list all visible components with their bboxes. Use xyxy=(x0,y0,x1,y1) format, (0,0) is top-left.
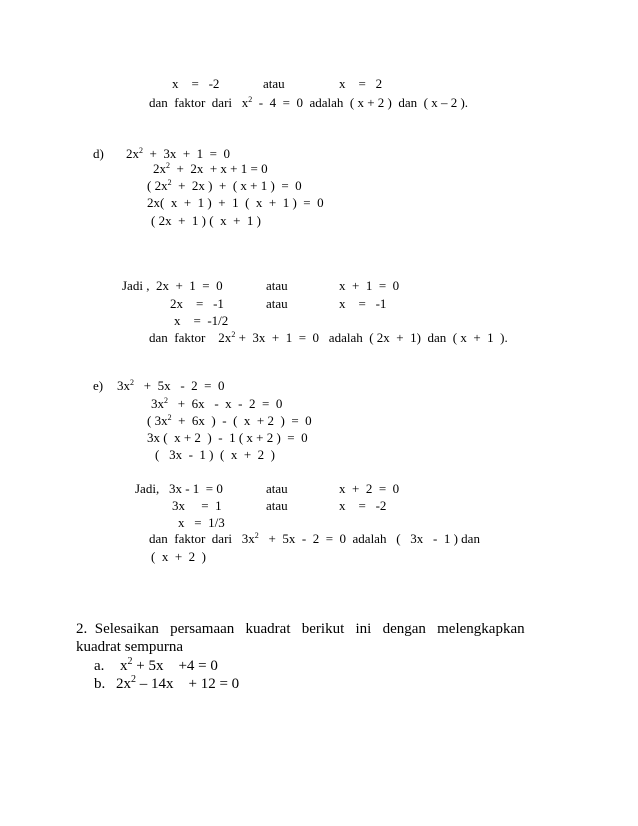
part-e-solution1-right: x + 2 = 0 xyxy=(339,481,400,496)
part-d-solution2-left: 2x = -1 xyxy=(170,296,224,311)
part-d-solution1-right: x + 1 = 0 xyxy=(339,278,400,293)
part-e-factor-line2: ( x + 2 ) xyxy=(151,549,206,564)
part-d-solution1-atau: atau xyxy=(266,278,288,293)
part-c-factor-line: dan faktor dari $x^2 - 4 = 0$ adalah ( x + 2 ) dan ( x – 2 ). xyxy=(149,95,469,110)
part-e-step2: ( $3x^2 + 6x$ ) - ( x + 2 ) = 0 xyxy=(147,413,312,428)
question2-text-line1: 2. Selesaikan persamaan kuadrat berikut ini dengan melengkapkan xyxy=(76,621,525,637)
part-c-line1-right: x = 2 xyxy=(339,76,383,91)
part-c-line1-left: x = -2 xyxy=(172,76,220,91)
part-e-solution1-left: Jadi, 3x - 1 = 0 xyxy=(135,481,223,496)
part-d-label: d) xyxy=(93,146,104,161)
part-d-step1: $2x^2 + 2x + x + 1 = 0$ xyxy=(153,161,268,176)
part-e-step4: ( 3x - 1 ) ( x + 2 ) xyxy=(155,447,275,462)
part-d-step2: ( $2x^2 + 2x$ ) + ( x + 1 ) = 0 xyxy=(147,178,302,193)
question2-item-b-label: b. xyxy=(94,676,106,692)
question2-item-b-equation: $2x^2 - 14x$ + 12 = 0 xyxy=(116,674,240,692)
part-d-solution2-atau: atau xyxy=(266,296,288,311)
part-e-label: e) xyxy=(93,378,104,393)
part-e-solution3: x = 1/3 xyxy=(178,515,225,530)
part-e-step3: 3x ( x + 2 ) - 1 ( x + 2 ) = 0 xyxy=(147,430,308,445)
part-d-step4: ( 2x + 1 ) ( x + 1 ) xyxy=(151,213,261,228)
part-d-solution1-left: Jadi , 2x + 1 = 0 xyxy=(122,278,223,293)
part-c-line1-atau: atau xyxy=(263,76,285,91)
part-d-factor-line: dan faktor $2x^2 + 3x + 1 = 0$ adalah ( 2x + 1) dan ( x + 1 ). xyxy=(149,330,508,345)
part-d-solution3: x = -1/2 xyxy=(174,313,229,328)
part-e-step1: $3x^2 + 6x - x - 2 = 0$ xyxy=(151,396,283,411)
part-e-factor-line: dan faktor dari $3x^2 + 5x - 2 = 0$ adalah ( 3x - 1 ) dan xyxy=(149,531,480,546)
part-e-equation: $3x^2 + 5x - 2 = 0$ xyxy=(117,378,225,393)
part-e-solution2-atau: atau xyxy=(266,498,288,513)
part-e-solution1-atau: atau xyxy=(266,481,288,496)
question2-item-a-label: a. xyxy=(94,658,105,674)
question2-item-a-equation: $x^2 + 5x$ +4 = 0 xyxy=(120,656,218,674)
part-d-step3: 2x( x + 1 ) + 1 ( x + 1 ) = 0 xyxy=(147,195,324,210)
question2-text-line2: kuadrat sempurna xyxy=(76,639,184,655)
part-d-solution2-right: x = -1 xyxy=(339,296,387,311)
part-e-solution2-right: x = -2 xyxy=(339,498,387,513)
part-d-equation: $2x^2 + 3x + 1 = 0$ xyxy=(126,146,230,161)
part-e-solution2-left: 3x = 1 xyxy=(172,498,222,513)
